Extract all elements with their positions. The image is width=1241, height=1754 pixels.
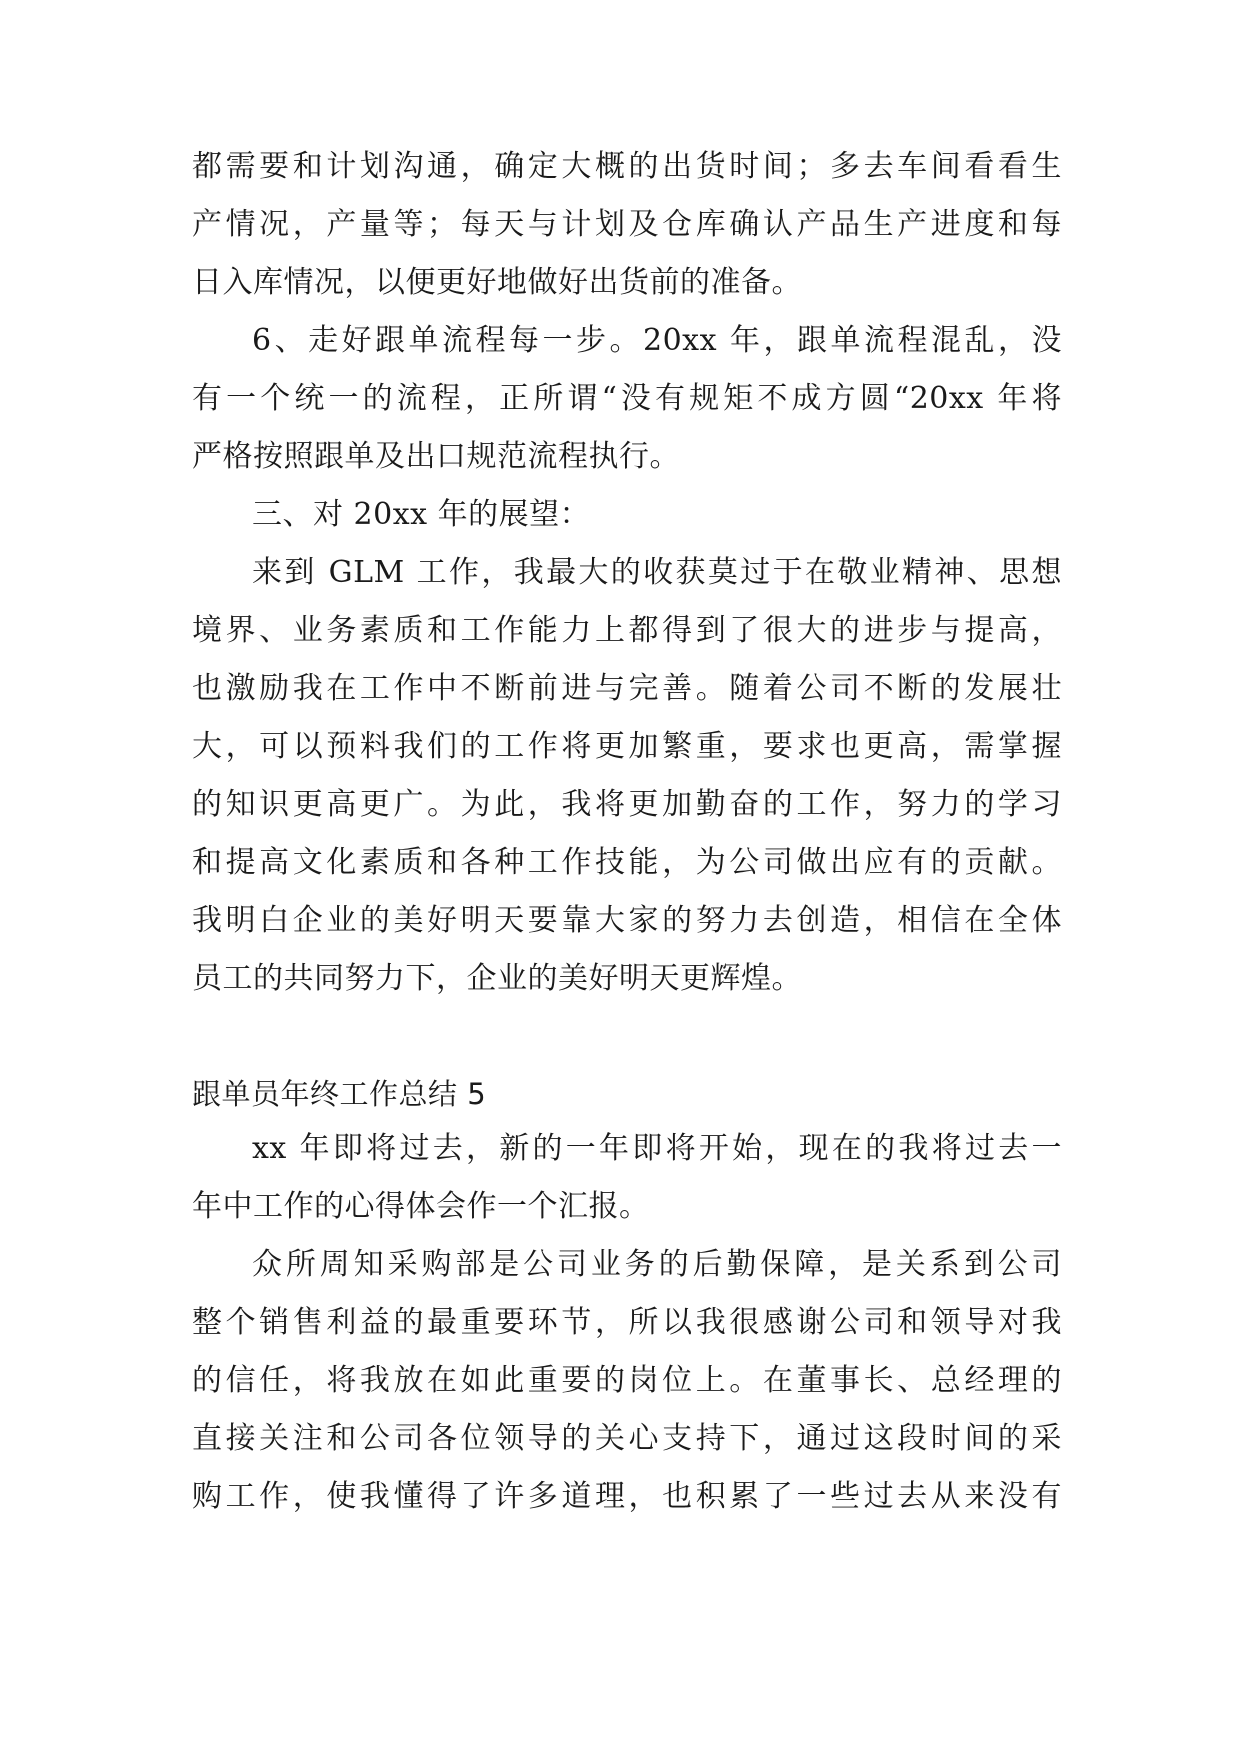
paragraph-line: 境界、业务素质和工作能力上都得到了很大的进步与提高， <box>192 613 1062 648</box>
paragraph-line: 员工的共同努力下，企业的美好明天更辉煌。 <box>192 961 802 996</box>
section-title: 跟单员年终工作总结 5 <box>192 1077 487 1111</box>
paragraph-line: 的知识更高更广。为此，我将更加勤奋的工作，努力的学习 <box>192 787 1062 822</box>
paragraph-line: 有一个统一的流程，正所谓“没有规矩不成方圆“20xx 年将 <box>192 381 1062 416</box>
paragraph-line: 都需要和计划沟通，确定大概的出货时间；多去车间看看生 <box>192 149 1062 184</box>
paragraph-line: 年中工作的心得体会作一个汇报。 <box>192 1189 650 1224</box>
paragraph-line: 也激励我在工作中不断前进与完善。随着公司不断的发展壮 <box>192 671 1062 706</box>
paragraph-line: 整个销售利益的最重要环节，所以我很感谢公司和领导对我 <box>192 1305 1062 1340</box>
paragraph-line: 来到 GLM 工作，我最大的收获莫过于在敬业精神、思想 <box>252 555 1062 590</box>
paragraph-line: 大，可以预料我们的工作将更加繁重，要求也更高，需掌握 <box>192 729 1062 764</box>
paragraph-line: 众所周知采购部是公司业务的后勤保障，是关系到公司 <box>252 1247 1062 1282</box>
paragraph-line: 日入库情况，以便更好地做好出货前的准备。 <box>192 265 802 300</box>
paragraph-line: 购工作，使我懂得了许多道理，也积累了一些过去从来没有 <box>192 1479 1062 1514</box>
paragraph-line: 产情况，产量等；每天与计划及仓库确认产品生产进度和每 <box>192 207 1062 242</box>
paragraph-line: 三、对 20xx 年的展望： <box>252 497 591 532</box>
paragraph-line: 我明白企业的美好明天要靠大家的努力去创造，相信在全体 <box>192 903 1062 938</box>
paragraph-line: 6、走好跟单流程每一步。20xx 年，跟单流程混乱，没 <box>252 323 1062 358</box>
paragraph-line: 直接关注和公司各位领导的关心支持下，通过这段时间的采 <box>192 1421 1062 1456</box>
paragraph-line: xx 年即将过去，新的一年即将开始，现在的我将过去一 <box>252 1131 1062 1166</box>
paragraph-line: 和提高文化素质和各种工作技能，为公司做出应有的贡献。 <box>192 845 1062 880</box>
paragraph-line: 的信任，将我放在如此重要的岗位上。在董事长、总经理的 <box>192 1363 1062 1398</box>
paragraph-line: 严格按照跟单及出口规范流程执行。 <box>192 439 680 474</box>
